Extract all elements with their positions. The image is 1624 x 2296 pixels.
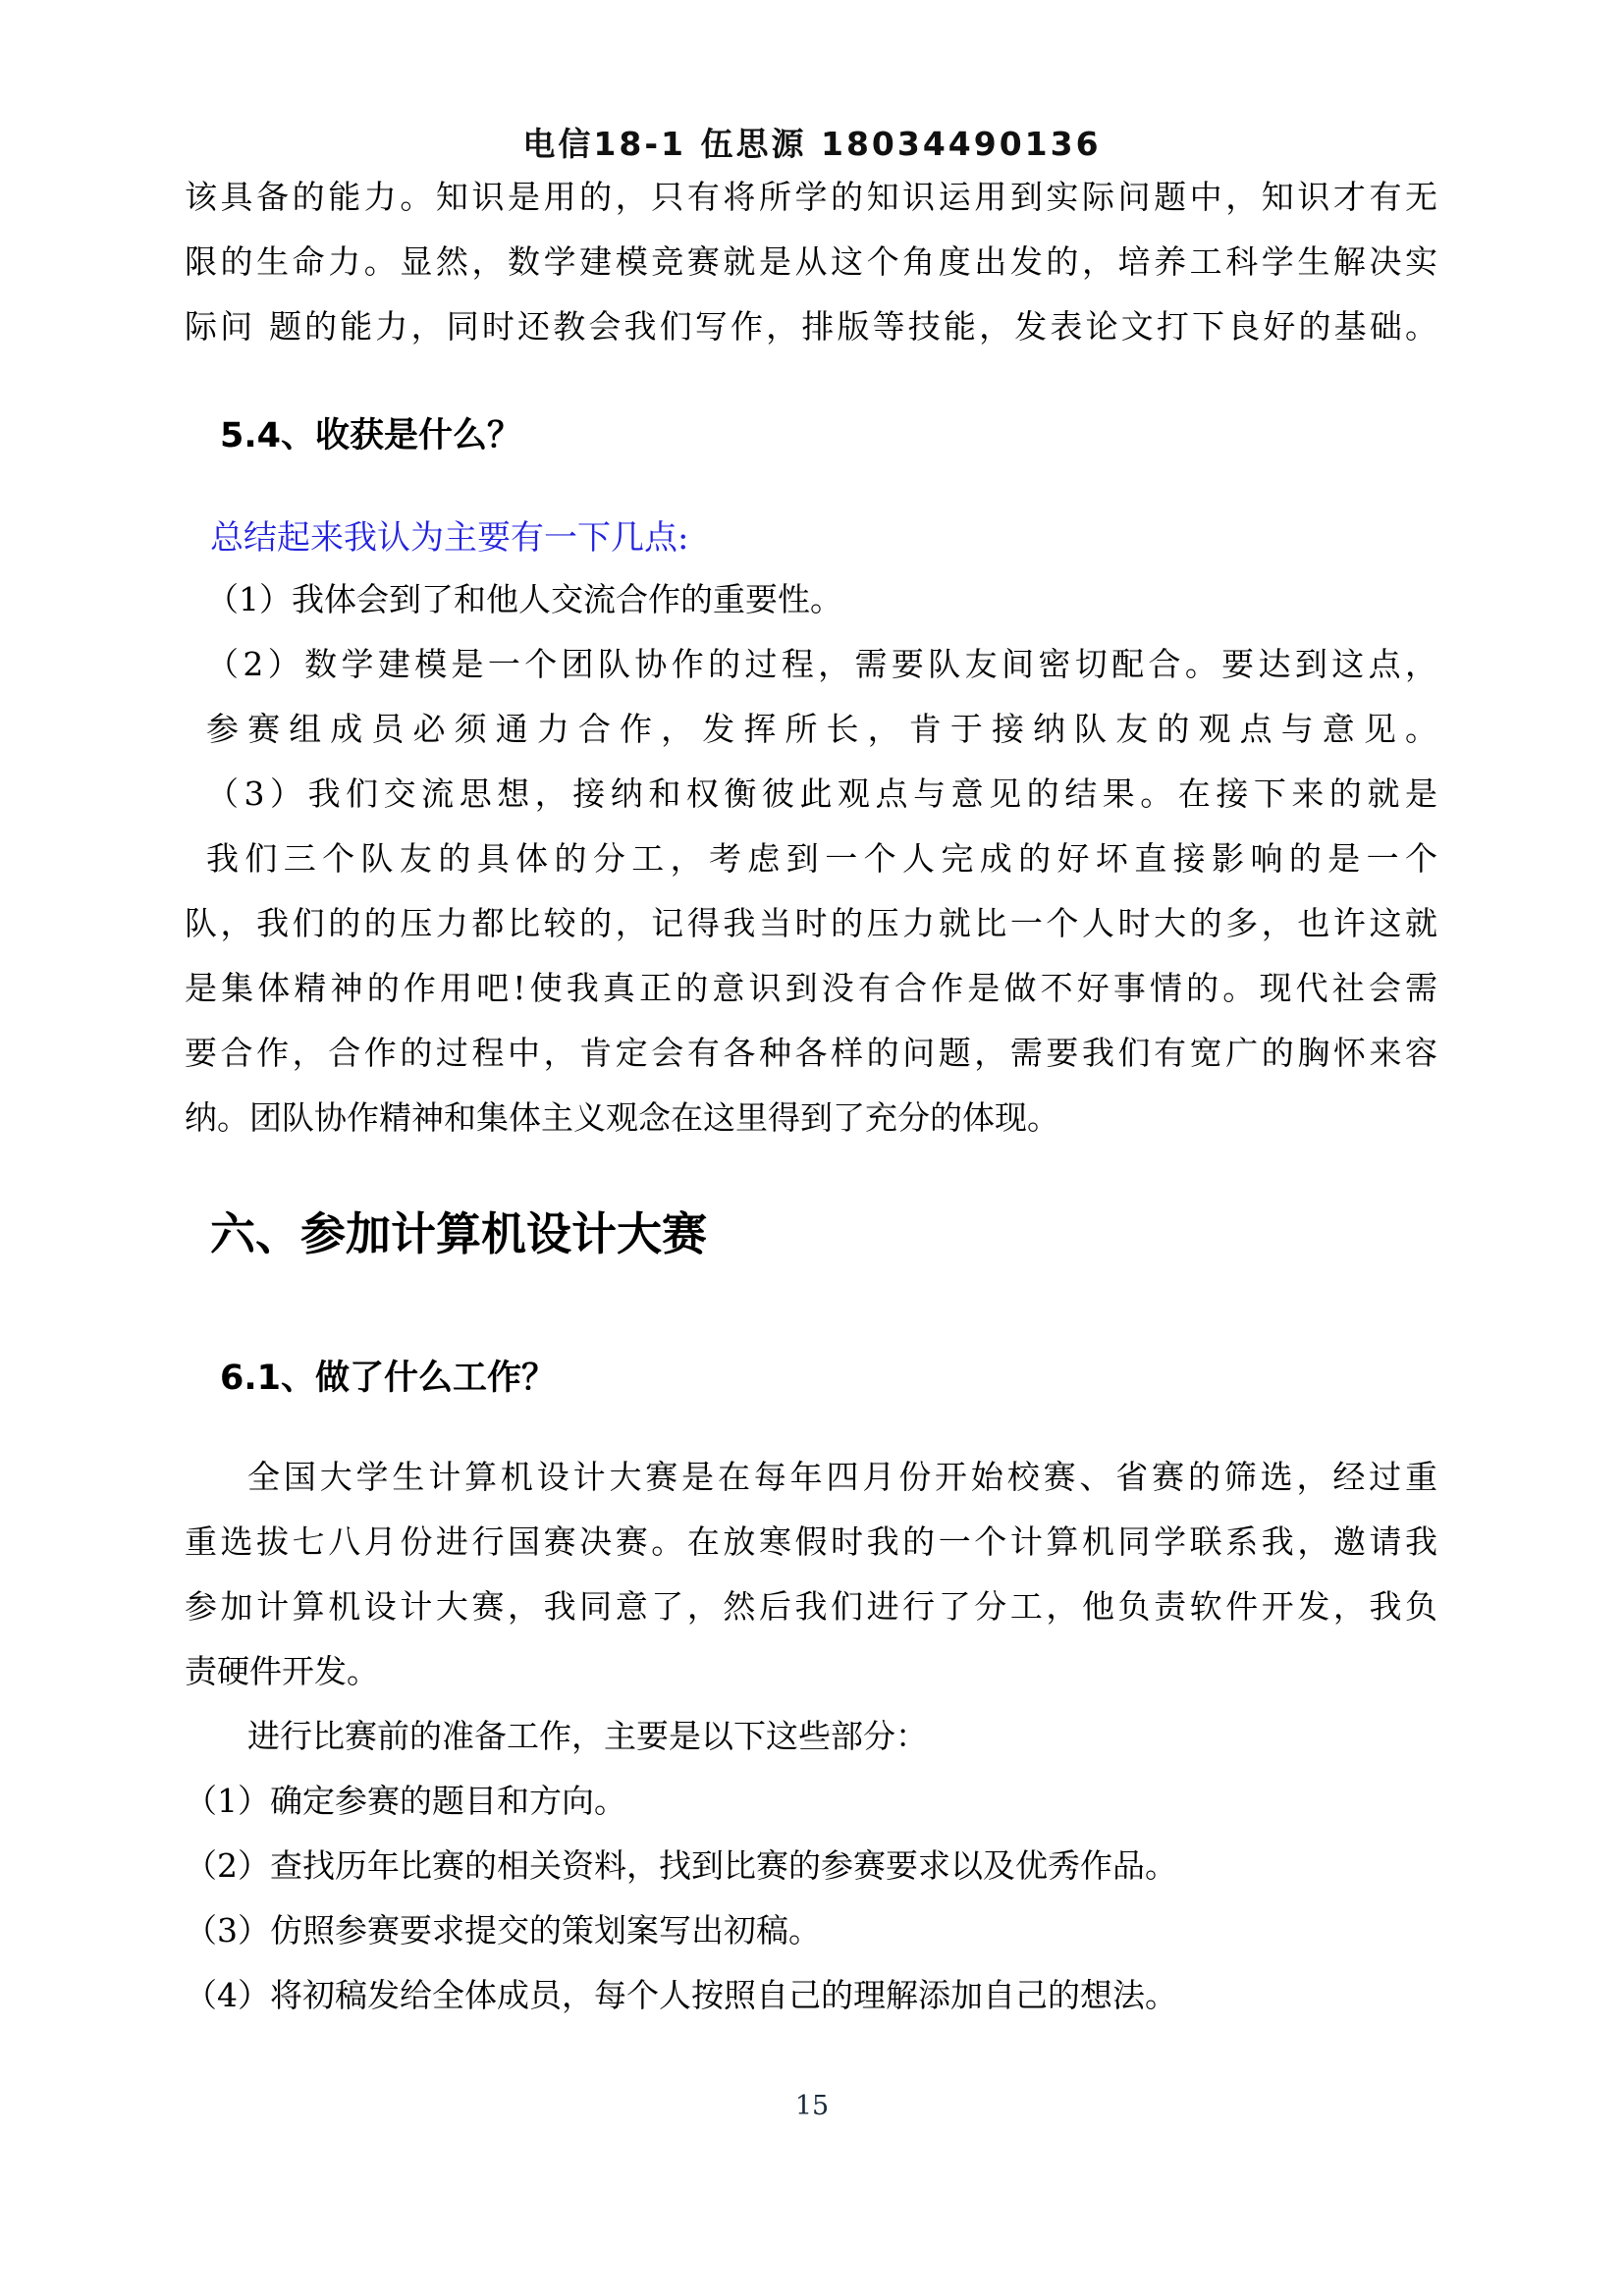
body-line: 该具备的能力。知识是用的，只有将所学的知识运用到实际问题中，知识才有无 [185, 178, 1437, 216]
list-item: （1）确定参赛的题目和方向。 [185, 1782, 626, 1820]
page-content [0, 165, 1624, 2028]
body-line: 重选拔七八月份进行国赛决赛。在放寒假时我的一个计算机同学联系我，邀请我 [185, 1522, 1437, 1561]
summary-intro-blue-text: 总结起来我认为主要有一下几点: [210, 518, 689, 558]
chapter-heading-6: 六、参加计算机设计大赛 [210, 1207, 707, 1260]
body-line: 际问 题的能力，同时还教会我们写作，排版等技能，发表论文打下良好的基础。 [185, 307, 1437, 346]
list-item: （1）我体会到了和他人交流合作的重要性。 [206, 580, 842, 618]
list-item: （2）查找历年比赛的相关资料，找到比赛的参赛要求以及优秀作品。 [185, 1846, 1177, 1885]
page-number: 15 [794, 2091, 830, 2121]
body-line: 纳。团队协作精神和集体主义观念在这里得到了充分的体现。 [185, 1098, 1059, 1137]
list-item: （4）将初稿发给全体成员，每个人按照自己的理解添加自己的想法。 [185, 1976, 1177, 2014]
list-section-5-4 [185, 567, 1437, 1150]
section-heading-6-1: 6.1、做了什么工作？ [220, 1359, 557, 1398]
paragraph-preparation-intro: 进行比赛前的准备工作，主要是以下这些部分： [247, 1717, 928, 1755]
list-item: （3）仿照参赛要求提交的策划案写出初稿。 [185, 1911, 821, 1949]
body-line: 责硬件开发。 [185, 1652, 379, 1690]
section-heading-5-4: 5.4、收获是什么？ [220, 416, 522, 455]
list-item-continuation: 参赛组成员必须通力合作，发挥所长，肯于接纳队友的观点与意见。 [206, 710, 1437, 748]
list-preparation-steps [185, 1769, 1437, 2028]
list-item: （3）我们交流思想，接纳和权衡彼此观点与意见的结果。在接下来的就是 [206, 774, 1437, 813]
paragraph-contest-intro [185, 1445, 1437, 1704]
body-line: 全国大学生计算机设计大赛是在每年四月份开始校赛、省赛的筛选，经过重 [247, 1458, 1437, 1496]
body-line: 队，我们的的压力都比较的，记得我当时的压力就比一个人时大的多，也许这就 [185, 904, 1437, 942]
paragraph-modeling-conclusion [185, 165, 1437, 359]
body-line: 是集体精神的作用吧!使我真正的意识到没有合作是做不好事情的。现代社会需 [185, 969, 1437, 1007]
body-line: 限的生命力。显然，数学建模竞赛就是从这个角度出发的，培养工科学生解决实 [185, 242, 1437, 281]
body-line: 要合作，合作的过程中，肯定会有各种各样的问题，需要我们有宽广的胸怀来容 [185, 1034, 1437, 1072]
page-header-student-info: 电信18-1 伍思源 18034490136 [522, 125, 1102, 163]
list-item-continuation: 我们三个队友的具体的分工，考虑到一个人完成的好坏直接影响的是一个 [206, 839, 1437, 878]
list-item: （2）数学建模是一个团队协作的过程，需要队友间密切配合。要达到这点， [206, 645, 1437, 683]
body-line: 参加计算机设计大赛，我同意了，然后我们进行了分工，他负责软件开发，我负 [185, 1587, 1437, 1626]
